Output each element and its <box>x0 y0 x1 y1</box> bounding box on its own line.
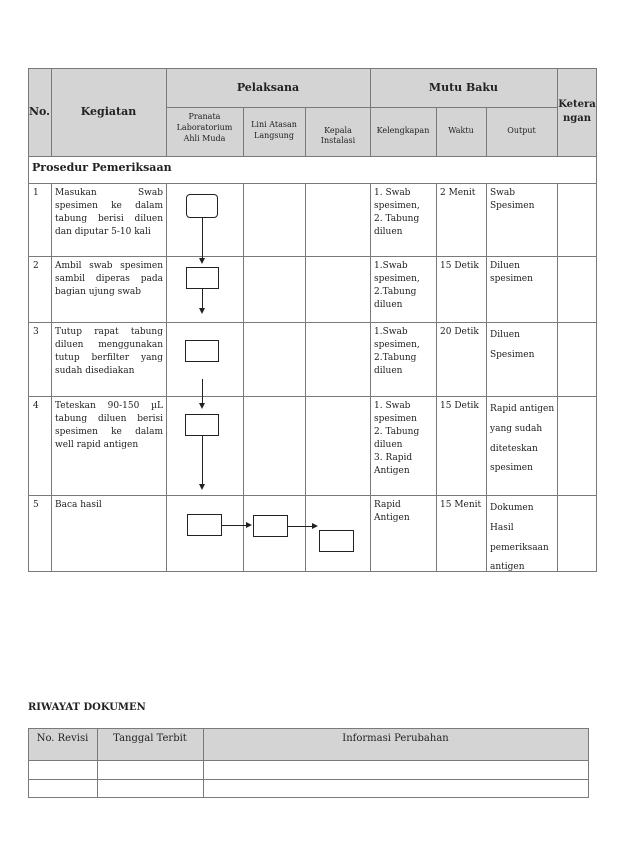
header-pelaksana: Pelaksana <box>236 81 300 94</box>
row-output: Dokumen Hasil pemeriksaan antigen <box>490 503 549 573</box>
row-equipment: 1.Swab spesimen, 2.Tabung diluen <box>374 327 420 377</box>
flowchart-connector <box>202 218 203 261</box>
row-activity: Ambil swab spesimen sambil diperas pada bagian ujung swab <box>55 261 163 298</box>
row-number: 3 <box>33 327 39 337</box>
row-number: 4 <box>33 401 39 411</box>
table-row <box>29 761 588 779</box>
header-kepala-instalasi: Kepala Instalasi <box>320 126 356 146</box>
flowchart-process-box <box>253 515 288 537</box>
flowchart-start-box <box>186 194 218 218</box>
flowchart-process-box <box>185 340 219 362</box>
row-number: 1 <box>33 188 39 198</box>
history-header-change-info: Informasi Perubahan <box>342 733 449 744</box>
row-equipment: 1. Swab spesimen, 2. Tabung diluen <box>374 188 420 238</box>
row-output: Diluen Spesimen <box>490 330 535 360</box>
arrow-right-icon <box>246 522 252 528</box>
flowchart-connector <box>222 525 247 526</box>
row-time: 15 Detik <box>440 261 479 271</box>
row-number: 5 <box>33 500 39 510</box>
row-time: 2 Menit <box>440 188 476 198</box>
row-output: Rapid antigen yang sudah diteteskan spesimen <box>490 404 555 474</box>
header-waktu: Waktu <box>448 126 474 135</box>
row-time: 15 Menit <box>440 500 482 510</box>
row-activity: Tutup rapat tabung diluen menggunakan tutup berfilter yang sudah disediakan <box>55 327 163 377</box>
flowchart-connector <box>202 379 203 405</box>
arrow-down-icon <box>199 484 205 490</box>
flowchart-process-box <box>319 530 354 552</box>
history-header-date: Tanggal Terbit <box>113 733 187 744</box>
flowchart-process-box <box>187 514 222 536</box>
header-kegiatan: Kegiatan <box>80 105 137 118</box>
header-mutu-baku: Mutu Baku <box>428 81 499 94</box>
row-activity: Masukan Swab spesimen ke dalam tabung berisi diluen dan diputar 5-10 kali <box>55 188 163 238</box>
document-history-title: RIWAYAT DOKUMEN <box>28 702 146 713</box>
history-header-revision: No. Revisi <box>36 733 89 744</box>
flowchart-connector <box>202 436 203 486</box>
row-time: 15 Detik <box>440 401 479 411</box>
header-pranata: Pranata Laboratorium Ahli Muda <box>176 112 233 144</box>
section-title: Prosedur Pemeriksaan <box>32 161 172 174</box>
header-keterangan: Ketera ngan <box>558 99 596 124</box>
header-lini-atasan: Lini Atasan Langsung <box>251 120 297 141</box>
arrow-right-icon <box>312 523 318 529</box>
row-output: Diluen spesimen <box>490 261 533 285</box>
arrow-down-icon <box>199 308 205 314</box>
row-time: 20 Detik <box>440 327 479 337</box>
row-activity: Teteskan 90-150 µL tabung diluen berisi spesimen ke dalam well rapid antigen <box>55 401 163 451</box>
flowchart-process-box <box>185 414 219 436</box>
table-row <box>29 780 588 797</box>
row-equipment: 1.Swab spesimen, 2.Tabung diluen <box>374 261 420 311</box>
row-output: Swab Spesimen <box>490 188 535 212</box>
flowchart-process-box <box>186 267 219 289</box>
row-activity: Baca hasil <box>55 500 102 510</box>
row-equipment: Rapid Antigen <box>374 500 410 524</box>
row-number: 2 <box>33 261 39 271</box>
row-equipment: 1. Swab spesimen 2. Tabung diluen 3. Rapid Antigen <box>374 401 420 477</box>
flowchart-connector <box>288 526 313 527</box>
header-no: No. <box>28 105 51 118</box>
arrow-down-icon <box>199 258 205 264</box>
flowchart-connector <box>202 289 203 310</box>
arrow-down-icon <box>199 403 205 409</box>
header-output: Output <box>507 126 536 135</box>
header-kelengkapan: Kelengkapan <box>376 126 430 135</box>
